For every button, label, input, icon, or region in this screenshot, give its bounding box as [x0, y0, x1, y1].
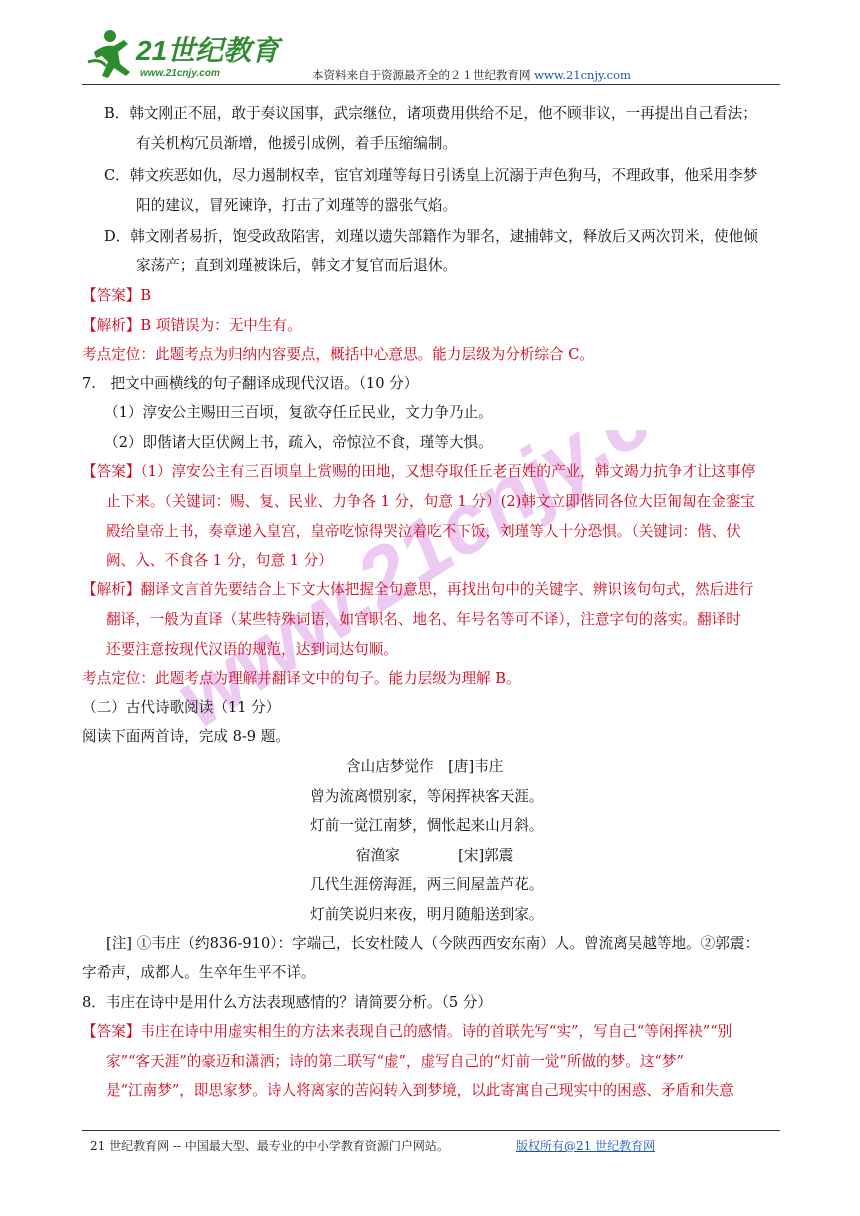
- site-logo: [84, 22, 284, 84]
- analysis-6: 【解析】B 项错误为：无中生有。: [82, 317, 302, 334]
- option-d-line2: 家荡产；直到刘瑾被诛后，韩文才复官而后退休。: [136, 257, 458, 274]
- answer-7-line1: 【答案】（1）淳安公主有三百顷皇上赏赐的田地，又想夺取任丘老百姓的产业，韩文竭力抗争才让这事停: [82, 463, 756, 480]
- header-site-link[interactable]: www.21cnjy.com: [534, 68, 631, 82]
- question-7-part2: （2）即偕诸大臣伏阙上书，疏入，帝惊泣不食，瑾等大惧。: [104, 434, 493, 451]
- answer-8-line2: 家”“客天涯”的豪迈和潇洒；诗的第二联写“虚”，虚写自己的“灯前一觉”所做的梦。这“梦”: [106, 1053, 684, 1070]
- section-heading-poetry: （二）古代诗歌阅读（11 分）: [82, 699, 281, 716]
- poem2-title: 宿渔家 [宋]郭震: [356, 847, 514, 864]
- analysis-7-line3: 还要注意按现代汉语的规范，达到词达句顺。: [106, 641, 398, 658]
- answer-7-line3: 殿给皇帝上书，奏章递入皇宫，皇帝吃惊得哭泣着吃不下饭，刘瑾等人十分恐惧。（关键词：偕、伏: [106, 523, 741, 540]
- poem2-line2: 灯前笑说归来夜，明月随船送到家。: [310, 906, 544, 923]
- key-point-6: 考点定位：此题考点为归纳内容要点，概括中心意思。能力层级为分析综合 C。: [82, 346, 594, 363]
- footer-text: 21 世纪教育网 -- 中国最大型、最专业的中小学教育资源门户网站。: [90, 1139, 449, 1153]
- option-d-line1: D．韩文刚者易折，饱受政敌陷害，刘瑾以遗失部籍作为罪名，逮捕韩文，释放后又两次罚米，使他倾: [104, 228, 758, 245]
- header-note: [312, 67, 631, 83]
- question-7: 7. 把文中画横线的句子翻译成现代汉语。（10 分）: [82, 375, 419, 392]
- analysis-7-line2: 翻译，一般为直译（某些特殊词语，如官职名、地名、年号名等可不译），注意字句的落实。翻译时: [106, 611, 741, 628]
- answer-8-line1: 【答案】韦庄在诗中用虚实相生的方法来表现自己的感情。诗的首联先写“实”，写自己“等闲挥袂”“别: [82, 1023, 733, 1040]
- key-point-7: 考点定位：此题考点为理解并翻译文中的句子。能力层级为理解 B。: [82, 670, 521, 687]
- question-7-part1: （1）淳安公主赐田三百顷，复欲夺任丘民业，文力争乃止。: [104, 404, 493, 421]
- reading-instruction: 阅读下面两首诗，完成 8-9 题。: [82, 728, 290, 745]
- note-line2: 字希声，成都人。生卒年生平不详。: [82, 964, 316, 981]
- option-c-line2: 阳的建议，冒死谏诤，打击了刘瑾等的嚣张气焰。: [136, 197, 458, 214]
- note-line1: [注] ①韦庄（约836-910）：字端己，长安杜陵人（今陕西西安东南）人。曾流离吴越等地。②郭震：: [106, 935, 760, 952]
- footer-divider: [82, 1130, 780, 1131]
- logo-url: www.21cnjy.com: [140, 68, 220, 79]
- analysis-7-line1: 【解析】翻译文言首先要结合上下文大体把握全句意思，再找出句中的关键字、辨识该句句式，然后进行: [82, 581, 754, 598]
- runner-icon: [88, 30, 130, 78]
- poem2-line1: 几代生涯傍海涯，两三间屋盖芦花。: [310, 876, 544, 893]
- header-note-text: 本资料来自于资源最齐全的２１世纪教育网: [312, 68, 531, 82]
- option-b-line1: B．韩文刚正不屈，敢于奏议国事，武宗继位，诸项费用供给不足，他不顾非议，一再提出自己看法；: [104, 105, 757, 122]
- footer-copyright-link[interactable]: 版权所有@21 世纪教育网: [516, 1139, 656, 1153]
- logo-text: 21世纪教育: [136, 35, 280, 66]
- option-c-line1: C．韩文疾恶如仇，尽力遏制权幸，宦官刘瑾等每日引诱皇上沉溺于声色狗马，不理政事，他采用李梦: [104, 167, 758, 184]
- answer-7-line4: 阙、入、不食各 1 分，句意 1 分）: [106, 552, 333, 569]
- watermark-text: www.21cnjy.com: [180, 430, 720, 746]
- poem1-line2: 灯前一觉江南梦，惆怅起来山月斜。: [310, 817, 544, 834]
- question-8: 8．韦庄在诗中是用什么方法表现感情的？请简要分析。（5 分）: [82, 994, 492, 1011]
- poem1-line1: 曾为流离惯别家，等闲挥袂客天涯。: [310, 788, 544, 805]
- option-b-line2: 有关机构冗员渐增，他援引成例，着手压缩编制。: [136, 135, 458, 152]
- answer-7-line2: 止下来。（关键词：赐、复、民业、力争各 1 分，句意 1 分）(2)韩文立即偕同各位大臣匍匐在金銮宝: [106, 493, 755, 510]
- answer-8-line3: 是“江南梦”，即思家梦。诗人将离家的苦闷转入到梦境，以此寄寓自己现实中的困惑、矛盾和失意: [106, 1082, 734, 1099]
- poem1-title: 含山店梦觉作 [唐]韦庄: [346, 758, 504, 775]
- answer-6: 【答案】B: [82, 287, 152, 304]
- header-divider: [82, 84, 780, 85]
